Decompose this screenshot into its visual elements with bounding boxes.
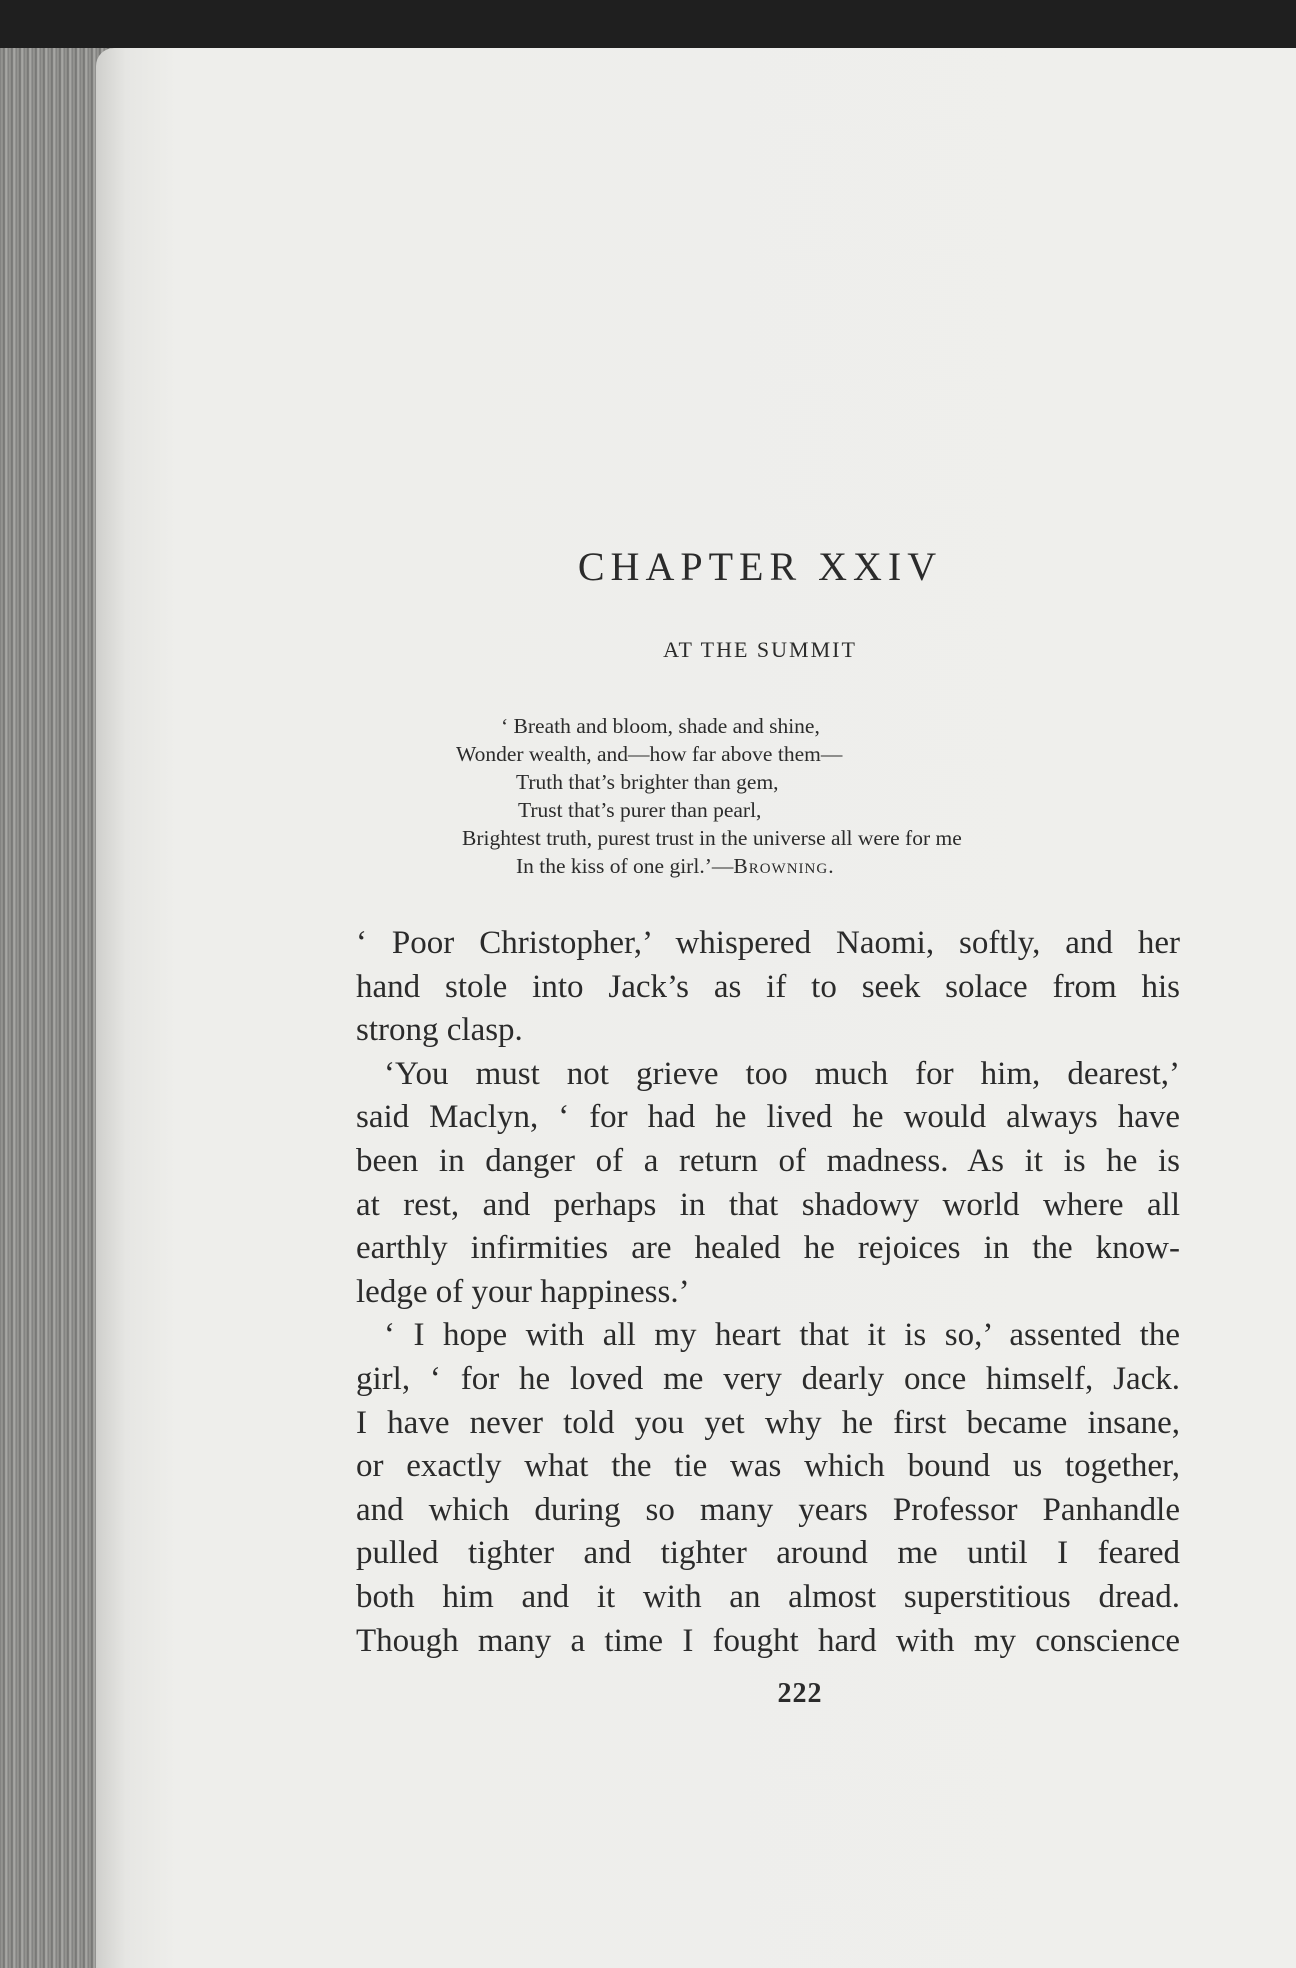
body-line: ledge of your happiness.’ [356,1273,690,1310]
body-line: ‘ Poor Christopher,’ whispered Naomi, softly, and her [356,925,1180,961]
body-line: and which during so many years Professor Panhandle [356,1491,1180,1528]
body-line: both him and it with an almost superstitious dread. [356,1578,1180,1615]
body-line: been in danger of a return of madness. As it is he is [356,1142,1180,1179]
epigraph-line: ‘ Breath and bloom, shade and shine, [501,714,820,738]
body-line: ‘You must not grieve too much for him, dearest,’ [384,1055,1180,1092]
epigraph-attribution: Browning. [733,854,835,878]
epigraph-line-last [456,852,1156,880]
epigraph-line: Trust that’s purer than pearl, [518,798,762,822]
chapter-subtitle: AT THE SUMMIT [663,637,857,662]
body-line: I have never told you yet why he first became insane, [356,1404,1180,1441]
body-line: Though many a time I fought hard with my conscience [356,1622,1180,1659]
body-text [356,922,1180,1663]
body-line: earthly infirmities are healed he rejoices in the know- [356,1230,1180,1267]
epigraph-line: Truth that’s brighter than gem, [516,770,779,794]
epigraph-line-text: In the kiss of one girl.’— [516,854,734,878]
body-line: or exactly what the tie was which bound us together, [356,1448,1180,1485]
chapter-title: CHAPTER XXIV [577,544,943,589]
body-line: ‘ I hope with all my heart that it is so,’ assented the [384,1317,1180,1354]
epigraph [456,712,1156,880]
body-line: at rest, and perhaps in that shadowy world where all [356,1186,1180,1223]
page-number: 222 [777,1678,823,1709]
body-line: said Maclyn, ‘ for had he lived he would always have [356,1099,1180,1136]
epigraph-line: Wonder wealth, and—how far above them— [456,742,843,766]
epigraph-line: Brightest truth, purest trust in the universe all were for me [462,826,962,850]
body-line: hand stole into Jack’s as if to seek solace from his [356,968,1180,1005]
body-line: pulled tighter and tighter around me until I feared [356,1535,1180,1572]
body-line: strong clasp. [356,1012,523,1049]
body-line: girl, ‘ for he loved me very dearly once himself, Jack. [356,1360,1180,1397]
